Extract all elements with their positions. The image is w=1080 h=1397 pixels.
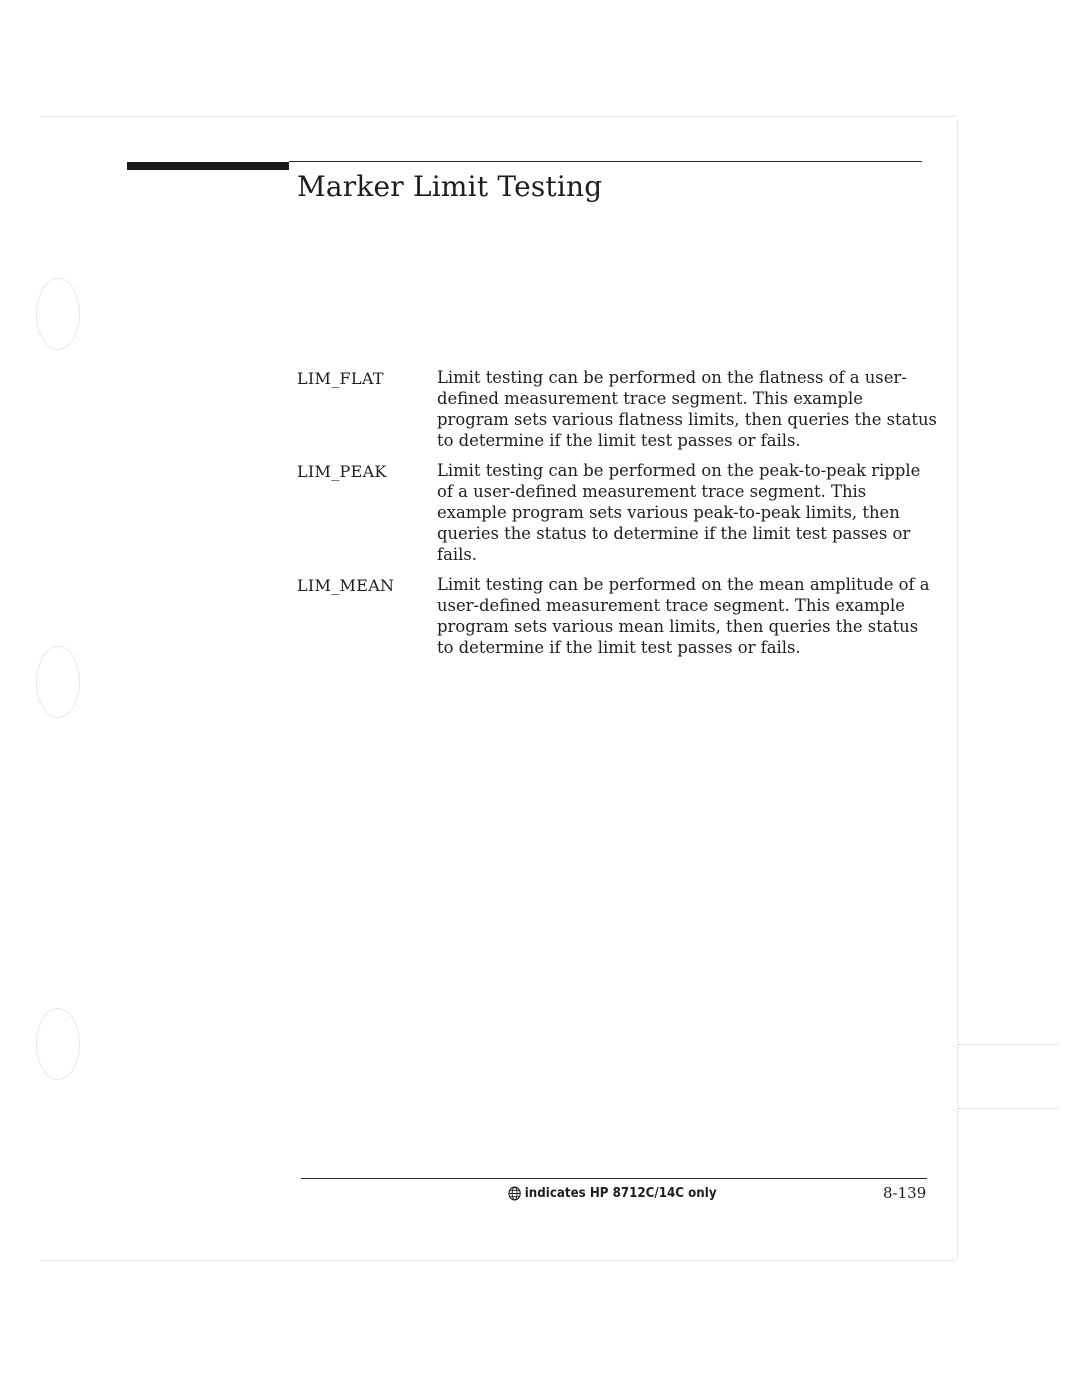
footer-note-text: indicates HP 8712C/14C only — [524, 1185, 717, 1201]
scan-artifact-bottom — [40, 1260, 955, 1261]
punch-hole — [36, 278, 80, 350]
entry-lim-mean — [297, 574, 937, 658]
entry-lim-flat — [297, 367, 937, 451]
header-rule — [289, 161, 922, 162]
footer-note — [508, 1185, 717, 1201]
page-number: 8-139 — [883, 1184, 927, 1202]
globe-icon — [508, 1186, 521, 1201]
entry-term: LIM_PEAK — [297, 462, 387, 481]
scan-artifact-top — [40, 116, 955, 117]
footer-rule — [301, 1178, 927, 1179]
scan-artifact-mark — [958, 1108, 1058, 1109]
punch-hole — [36, 646, 80, 718]
entry-term: LIM_MEAN — [297, 576, 395, 595]
page-title: Marker Limit Testing — [297, 170, 603, 203]
header-bar — [127, 162, 289, 170]
entry-description: Limit testing can be performed on the flatness of a user-defined measurement trace segment. This example program sets various flatness limits, then queries the status to determine if the limit test passes or fails. — [437, 368, 937, 450]
entry-term: LIM_FLAT — [297, 369, 384, 388]
punch-hole — [36, 1008, 80, 1080]
entry-lim-peak — [297, 460, 937, 565]
entry-list — [297, 367, 937, 667]
scan-artifact-edge — [957, 120, 958, 1260]
scan-artifact-mark — [958, 1044, 1058, 1045]
entry-description: Limit testing can be performed on the mean amplitude of a user-defined measurement trace segment. This example program sets various mean limits, then queries the status to determine if the limit test passes or fails. — [437, 575, 930, 657]
entry-description: Limit testing can be performed on the peak-to-peak ripple of a user-defined measurement trace segment. This example program sets various peak-to-peak limits, then queries the status to determine if the limit test passes or fails. — [437, 461, 921, 564]
